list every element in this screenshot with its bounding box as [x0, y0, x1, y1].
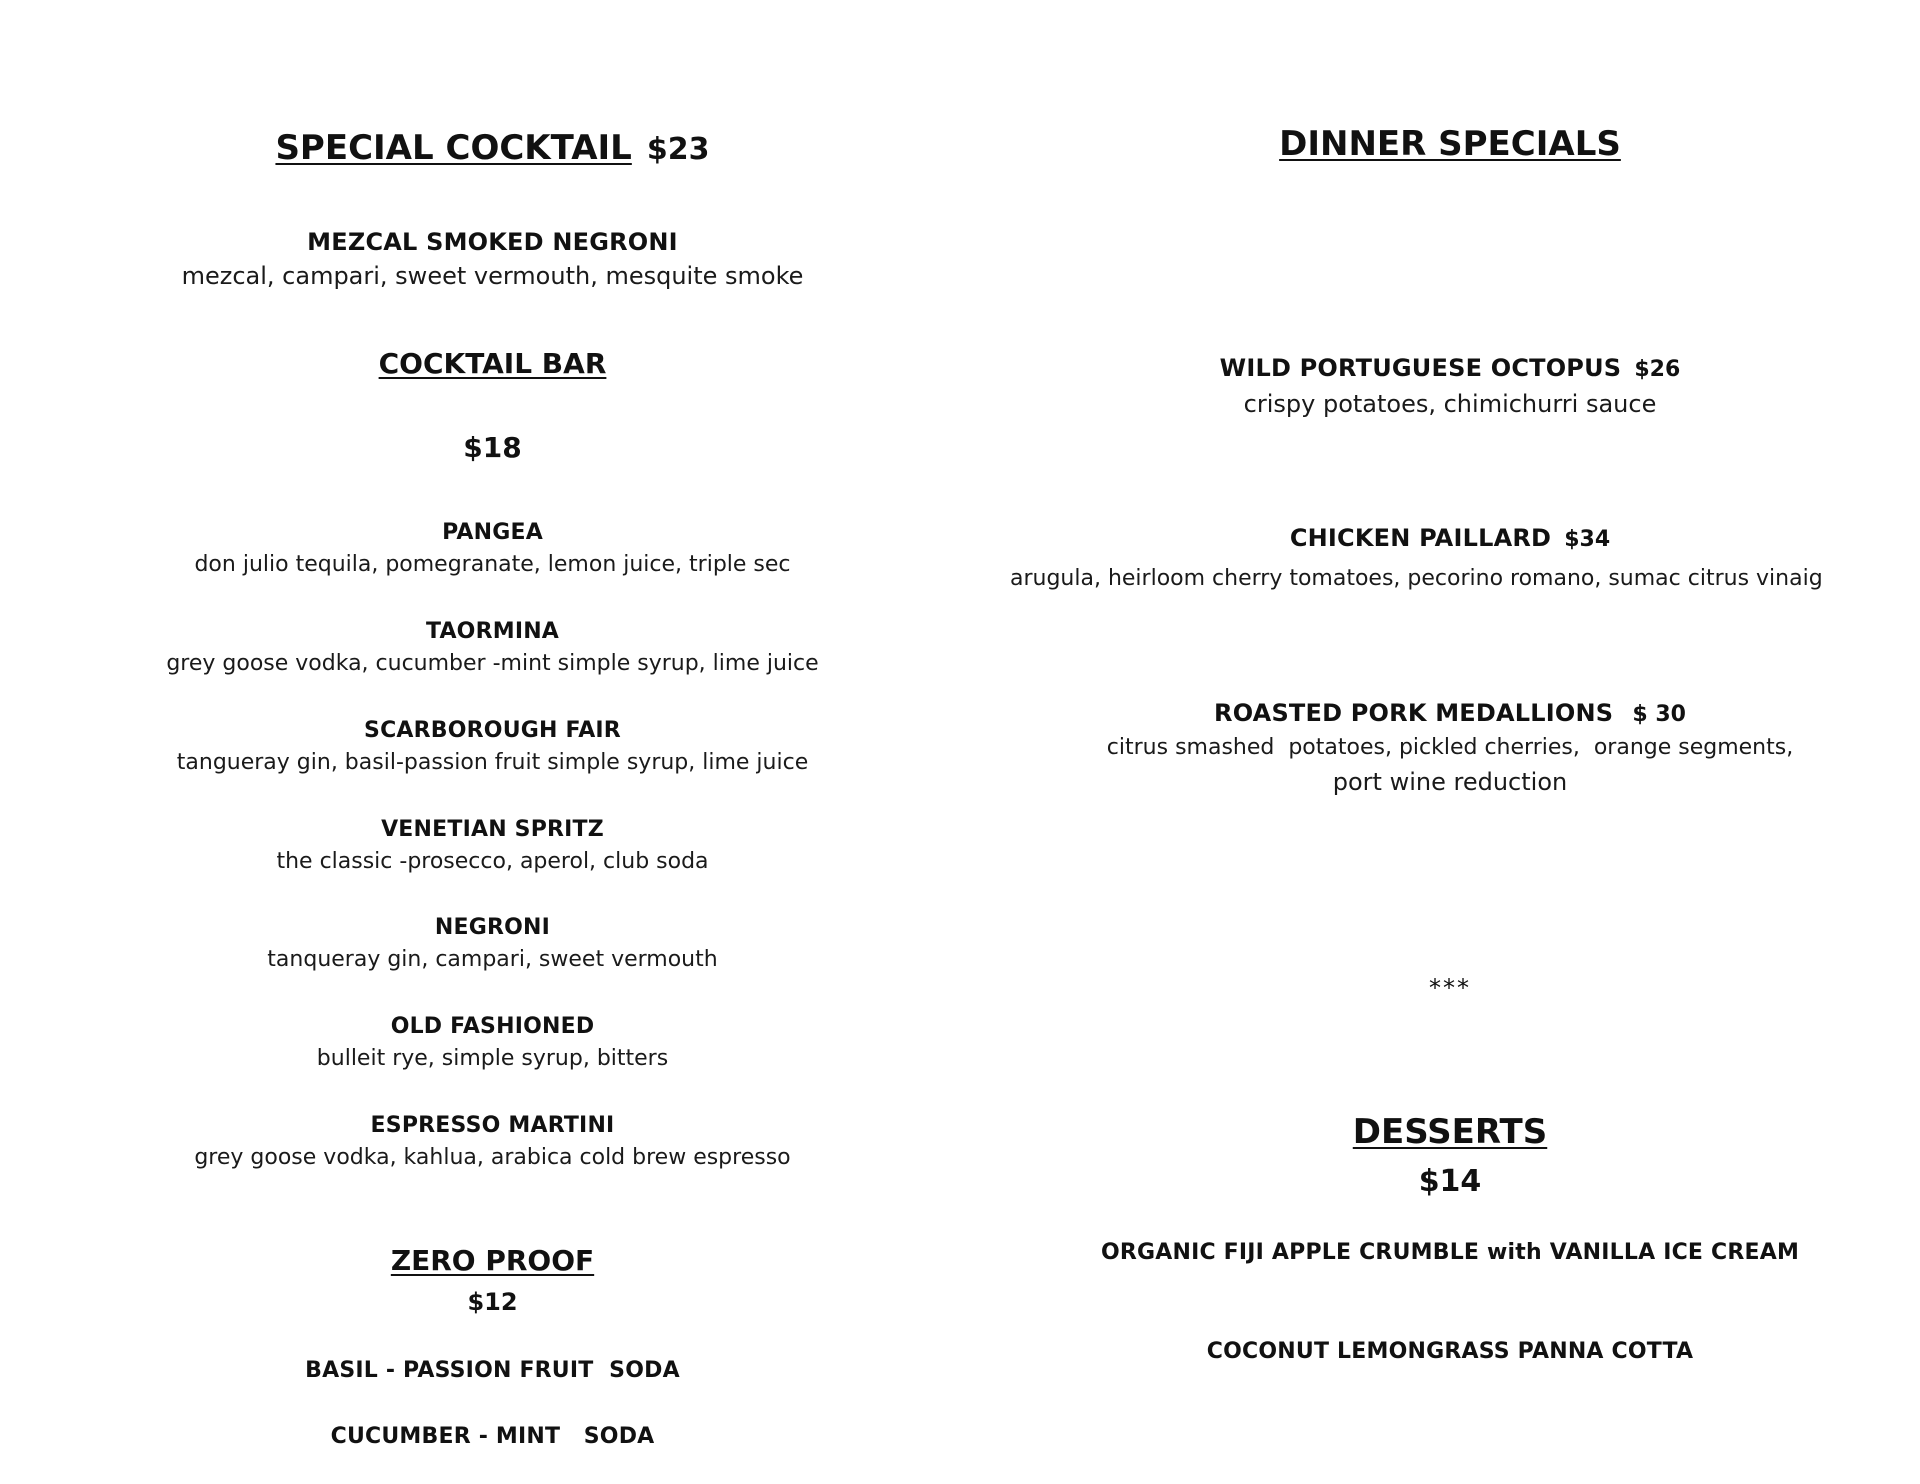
special-cocktail-header [140, 128, 845, 168]
special-cocktail-heading: SPECIAL COCKTAIL [275, 128, 632, 168]
dinner-item-desc: citrus smashed potatoes, pickled cherries, orange segments, [1106, 735, 1794, 760]
cocktail-item-name: NEGRONI [434, 915, 551, 940]
special-cocktail-item-name: MEZCAL SMOKED NEGRONI [307, 228, 678, 256]
cocktail-item-desc: tanqueray gin, campari, sweet vermouth [267, 947, 718, 972]
dessert-item: ORGANIC FIJI APPLE CRUMBLE with VANILLA ICE CREAM [1100, 1240, 1800, 1265]
dinner-item-desc-continued: port wine reduction [1332, 768, 1568, 796]
cocktail-item-desc: the classic -prosecco, aperol, club soda [276, 849, 709, 874]
left-column [140, 0, 845, 1484]
right-column [1010, 0, 1890, 1484]
special-cocktail-price: $23 [646, 132, 710, 167]
cocktail-bar-price: $18 [463, 431, 522, 464]
dinner-item-price: $26 [1634, 357, 1681, 382]
desserts-price: $14 [1418, 1164, 1482, 1199]
dinner-specials-heading: DINNER SPECIALS [1279, 124, 1621, 164]
section-separator: *** [1429, 974, 1471, 1002]
dinner-item-desc: crispy potatoes, chimichurri sauce [1243, 390, 1657, 418]
cocktail-item-desc: don julio tequila, pomegranate, lemon juice, triple sec [194, 552, 791, 577]
cocktail-item-desc: grey goose vodka, cucumber -mint simple syrup, lime juice [166, 651, 819, 676]
dinner-item-name: ROASTED PORK MEDALLIONS [1214, 699, 1614, 727]
zero-proof-item: CUCUMBER - MINT SODA [330, 1424, 655, 1449]
cocktail-item-name: SCARBOROUGH FAIR [364, 718, 621, 743]
dinner-item-name: CHICKEN PAILLARD [1289, 524, 1552, 552]
dinner-item-title [1010, 524, 1890, 552]
cocktail-item-name: VENETIAN SPRITZ [381, 817, 604, 842]
zero-proof-heading: ZERO PROOF [390, 1244, 595, 1277]
cocktail-item-desc: bulleit rye, simple syrup, bitters [316, 1046, 669, 1071]
dessert-item: COCONUT LEMONGRASS PANNA COTTA [1206, 1339, 1694, 1364]
cocktail-item-name: TAORMINA [425, 619, 560, 644]
dinner-item-name: WILD PORTUGUESE OCTOPUS [1219, 354, 1622, 382]
dinner-item-desc: arugula, heirloom cherry tomatoes, pecorino romano, sumac citrus vinaig [1010, 566, 1823, 591]
dinner-item-price: $ 30 [1632, 702, 1686, 727]
dinner-item-title [1010, 699, 1890, 727]
cocktail-item-name: OLD FASHIONED [390, 1014, 595, 1039]
cocktail-item-name: ESPRESSO MARTINI [370, 1113, 615, 1138]
desserts-heading: DESSERTS [1352, 1112, 1548, 1152]
cocktail-item-desc: tangueray gin, basil-passion fruit simple syrup, lime juice [176, 750, 809, 775]
zero-proof-price: $12 [467, 1288, 518, 1316]
cocktail-bar-heading: COCKTAIL BAR [378, 347, 607, 380]
dinner-item-price: $34 [1564, 527, 1611, 552]
special-cocktail-item-desc: mezcal, campari, sweet vermouth, mesquite smoke [181, 262, 804, 290]
cocktail-item-desc: grey goose vodka, kahlua, arabica cold brew espresso [194, 1145, 791, 1170]
zero-proof-item: BASIL - PASSION FRUIT SODA [305, 1358, 680, 1383]
cocktail-item-name: PANGEA [442, 520, 543, 545]
dinner-item-title [1010, 354, 1890, 382]
